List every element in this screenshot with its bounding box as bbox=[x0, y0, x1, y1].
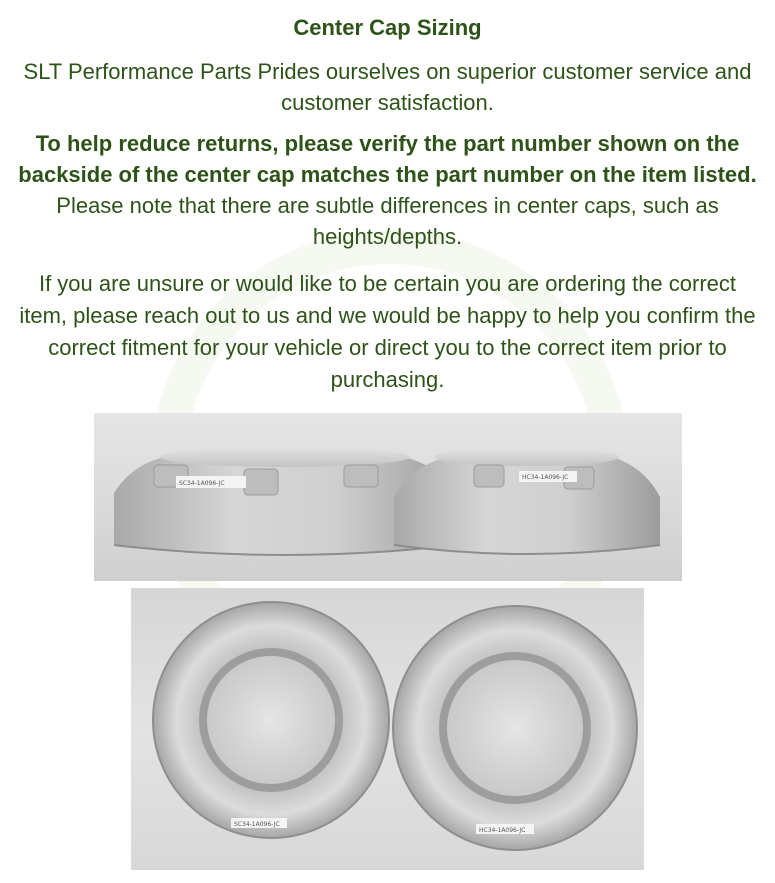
notice-normal-text: Please note that there are subtle differences in center caps, such as heights/depths. bbox=[56, 193, 719, 249]
intro-paragraph: SLT Performance Parts Prides ourselves on superior customer service and customer satisfaction. bbox=[23, 59, 752, 115]
notice-bold-text: To help reduce returns, please verify the part number shown on the backside of the center cap matches the part number on the item listed. bbox=[18, 131, 757, 187]
left-cap-part-label: SC34-1A096-JC bbox=[179, 480, 225, 487]
description-section bbox=[0, 0, 775, 396]
right-cap-back bbox=[393, 606, 637, 850]
center-caps-back-photo bbox=[131, 588, 644, 870]
right-cap-side bbox=[394, 448, 660, 554]
center-caps-side-photo bbox=[94, 413, 682, 581]
left-cap-back-part-label: SC34-1A096-JC bbox=[234, 821, 280, 828]
help-paragraph: If you are unsure or would like to be certain you are ordering the correct item, please reach out to us and we would be happy to help you confirm the correct fitment for your vehicle or direct you to the correct item prior to purchasing. bbox=[19, 271, 756, 392]
right-cap-back-part-label: HC34-1A096-JC bbox=[479, 827, 526, 834]
page-title: Center Cap Sizing bbox=[293, 15, 482, 40]
left-cap-back bbox=[153, 602, 389, 838]
notice-paragraph bbox=[18, 128, 758, 252]
right-cap-part-label: HC34-1A096-JC bbox=[522, 474, 569, 481]
